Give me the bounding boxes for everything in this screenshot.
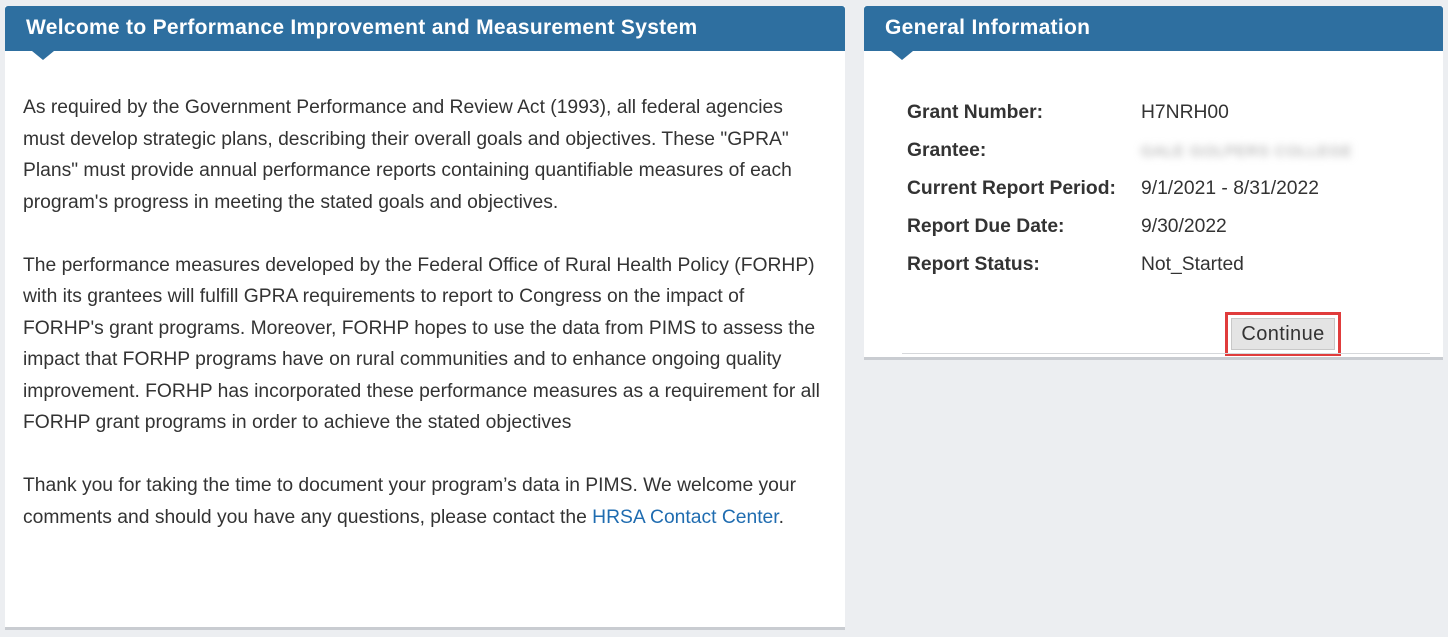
welcome-paragraph-3-text: Thank you for taking the time to document your program’s data in PIMS. We welcome your comments and should you have any questions, please contact the	[23, 475, 797, 528]
info-row-report-status	[907, 246, 1353, 284]
report-period-label: Current Report Period:	[907, 178, 1116, 199]
welcome-panel-header	[5, 6, 845, 51]
welcome-body	[5, 51, 828, 533]
report-period-value: 9/1/2021 - 8/31/2022	[1141, 178, 1319, 199]
due-date-value: 9/30/2022	[1141, 216, 1227, 237]
welcome-paragraph-1: As required by the Government Performance and Review Act (1993), all federal agencies must develop strategic plans, describing their overall goals and objectives. These "GPRA" Plans" must provide annual performance reports containing quantifiable measures of each program's progress in meeting the stated goals and objectives.	[23, 97, 792, 213]
report-status-value: Not_Started	[1141, 254, 1244, 275]
grantee-value-cell	[1141, 132, 1353, 170]
divider	[902, 353, 1430, 354]
due-date-label: Report Due Date:	[907, 216, 1065, 237]
report-status-label: Report Status:	[907, 254, 1040, 275]
grantee-label: Grantee:	[907, 140, 987, 161]
info-row-grantee	[907, 132, 1353, 170]
info-row-report-period	[907, 170, 1353, 208]
continue-button[interactable]: Continue	[1231, 318, 1335, 350]
info-row-grant-number	[907, 94, 1353, 132]
welcome-panel	[5, 6, 845, 630]
hrsa-contact-center-link[interactable]: HRSA Contact Center	[592, 506, 779, 528]
info-row-due-date	[907, 208, 1353, 246]
general-info-title: General Information	[885, 16, 1091, 39]
grantee-value: GALE GOLPERS COLLEGE	[1141, 143, 1353, 160]
general-info-header	[864, 6, 1443, 51]
general-info-table	[907, 94, 1353, 284]
welcome-paragraph-3-end: .	[778, 506, 784, 528]
grant-number-value: H7NRH00	[1141, 102, 1229, 123]
grant-number-label: Grant Number:	[907, 102, 1044, 123]
welcome-paragraph-3	[23, 470, 828, 533]
continue-highlight	[1225, 312, 1341, 356]
general-info-panel	[864, 6, 1443, 360]
welcome-title: Welcome to Performance Improvement and Measurement System	[26, 16, 698, 39]
header-notch	[32, 51, 54, 60]
welcome-paragraph-2: The performance measures developed by the Federal Office of Rural Health Policy (FORHP) with its grantees will fulfill GPRA requirements to report to Congress on the impact of FORHP's grant programs. Moreover, FORHP hopes to use the data from PIMS to assess the impact that FORHP programs have on rural communities and to enhance ongoing quality improvement. FORHP has incorporated these performance measures as a requirement for all FORHP grant programs in order to achieve the stated objectives	[23, 254, 820, 433]
header-notch	[891, 51, 913, 60]
